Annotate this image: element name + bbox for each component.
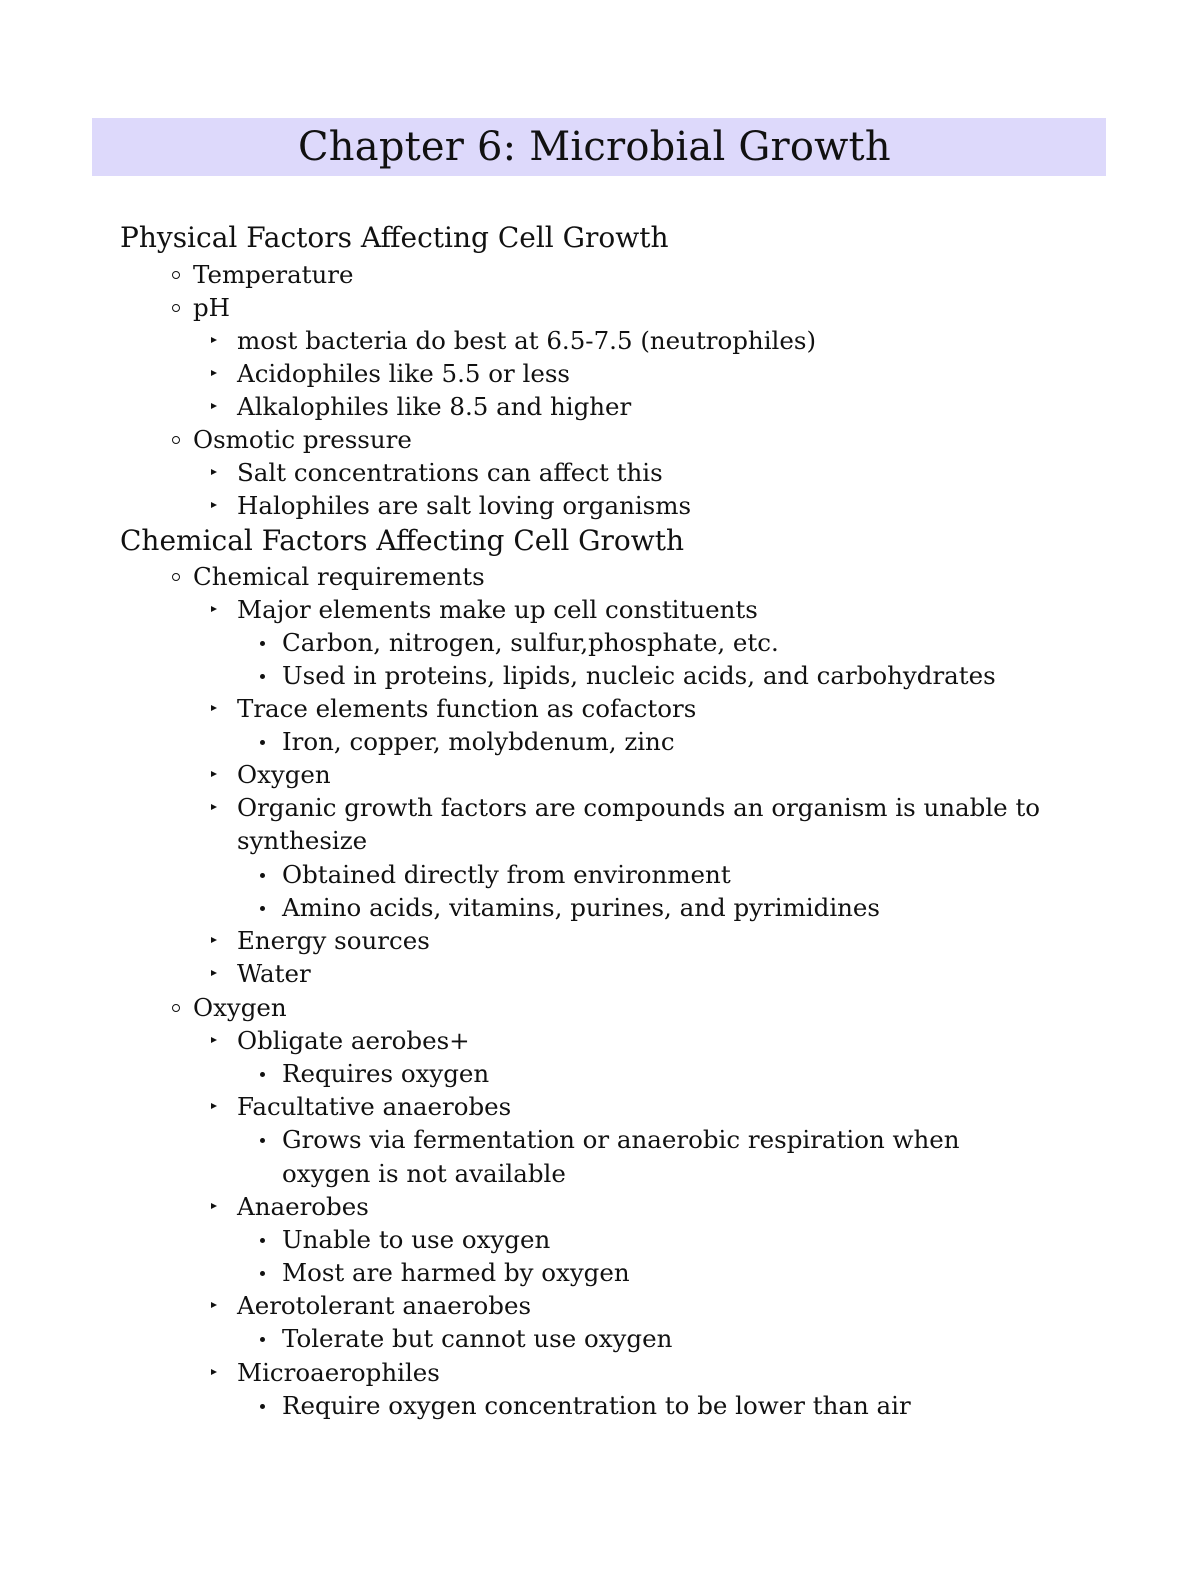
circle-bullet-icon (172, 271, 180, 279)
list-item: Energy sources (237, 924, 430, 957)
triangle-bullet-icon (211, 705, 217, 711)
list-item: Acidophiles like 5.5 or less (237, 357, 570, 390)
list-item: Iron, copper, molybdenum, zinc (282, 725, 675, 758)
dot-bullet-icon (260, 674, 265, 679)
list-item: Require oxygen concentration to be lower than air (282, 1389, 911, 1422)
list-item-continuation: oxygen is not available (282, 1159, 566, 1188)
list-item: Salt concentrations can affect this (237, 456, 663, 489)
list-item: Obligate aerobes+ (237, 1024, 470, 1057)
list-item: Carbon, nitrogen, sulfur,phosphate, etc. (282, 626, 779, 659)
list-item: Oxygen (193, 991, 287, 1024)
page-title: Chapter 6: Microbial Growth (298, 124, 891, 170)
dot-bullet-icon (260, 740, 265, 745)
dot-bullet-icon (260, 873, 265, 878)
triangle-bullet-icon (211, 403, 217, 409)
triangle-bullet-icon (211, 370, 217, 376)
triangle-bullet-icon (211, 337, 217, 343)
list-item: Osmotic pressure (193, 423, 412, 456)
circle-bullet-icon (172, 1004, 180, 1012)
triangle-bullet-icon (211, 804, 217, 810)
dot-bullet-icon (260, 1271, 265, 1276)
list-item: Used in proteins, lipids, nucleic acids, and carbohydrates (282, 659, 996, 692)
dot-bullet-icon (260, 1337, 265, 1342)
list-item: Obtained directly from environment (282, 858, 731, 891)
title-banner (92, 118, 1106, 176)
list-item: Halophiles are salt loving organisms (237, 489, 691, 522)
triangle-bullet-icon (211, 970, 217, 976)
list-item: Trace elements function as cofactors (237, 692, 696, 725)
dot-bullet-icon (260, 1138, 265, 1143)
triangle-bullet-icon (211, 771, 217, 777)
list-item: Requires oxygen (282, 1057, 489, 1090)
dot-bullet-icon (260, 641, 265, 646)
triangle-bullet-icon (211, 1302, 217, 1308)
list-item: Facultative anaerobes (237, 1090, 511, 1123)
list-item: most bacteria do best at 6.5-7.5 (neutrophiles) (237, 324, 816, 357)
list-item: Most are harmed by oxygen (282, 1256, 630, 1289)
circle-bullet-icon (172, 436, 180, 444)
triangle-bullet-icon (211, 1037, 217, 1043)
triangle-bullet-icon (211, 1103, 217, 1109)
list-item: Unable to use oxygen (282, 1223, 550, 1256)
list-item: Chemical requirements (193, 560, 485, 593)
list-item: Tolerate but cannot use oxygen (282, 1322, 672, 1355)
list-item: Oxygen (237, 758, 331, 791)
list-item: Temperature (193, 258, 354, 291)
circle-bullet-icon (172, 573, 180, 581)
list-item: Alkalophiles like 8.5 and higher (237, 390, 631, 423)
list-item: Anaerobes (237, 1190, 369, 1223)
list-item: Water (237, 957, 311, 990)
list-item: Aerotolerant anaerobes (237, 1289, 531, 1322)
triangle-bullet-icon (211, 1369, 217, 1375)
dot-bullet-icon (260, 906, 265, 911)
dot-bullet-icon (260, 1072, 265, 1077)
list-item-continuation: synthesize (237, 826, 368, 855)
dot-bullet-icon (260, 1238, 265, 1243)
list-item: Grows via fermentation or anaerobic respiration when (282, 1123, 960, 1156)
list-item: Microaerophiles (237, 1356, 440, 1389)
circle-bullet-icon (172, 304, 180, 312)
section-heading-chemical: Chemical Factors Affecting Cell Growth (120, 524, 685, 557)
list-item: Major elements make up cell constituents (237, 593, 758, 626)
list-item: Amino acids, vitamins, purines, and pyrimidines (282, 891, 880, 924)
triangle-bullet-icon (211, 469, 217, 475)
triangle-bullet-icon (211, 502, 217, 508)
triangle-bullet-icon (211, 606, 217, 612)
list-item: pH (193, 291, 230, 324)
section-heading-physical: Physical Factors Affecting Cell Growth (120, 221, 669, 254)
list-item: Organic growth factors are compounds an organism is unable to (237, 791, 1040, 824)
dot-bullet-icon (260, 1404, 265, 1409)
triangle-bullet-icon (211, 1203, 217, 1209)
triangle-bullet-icon (211, 937, 217, 943)
